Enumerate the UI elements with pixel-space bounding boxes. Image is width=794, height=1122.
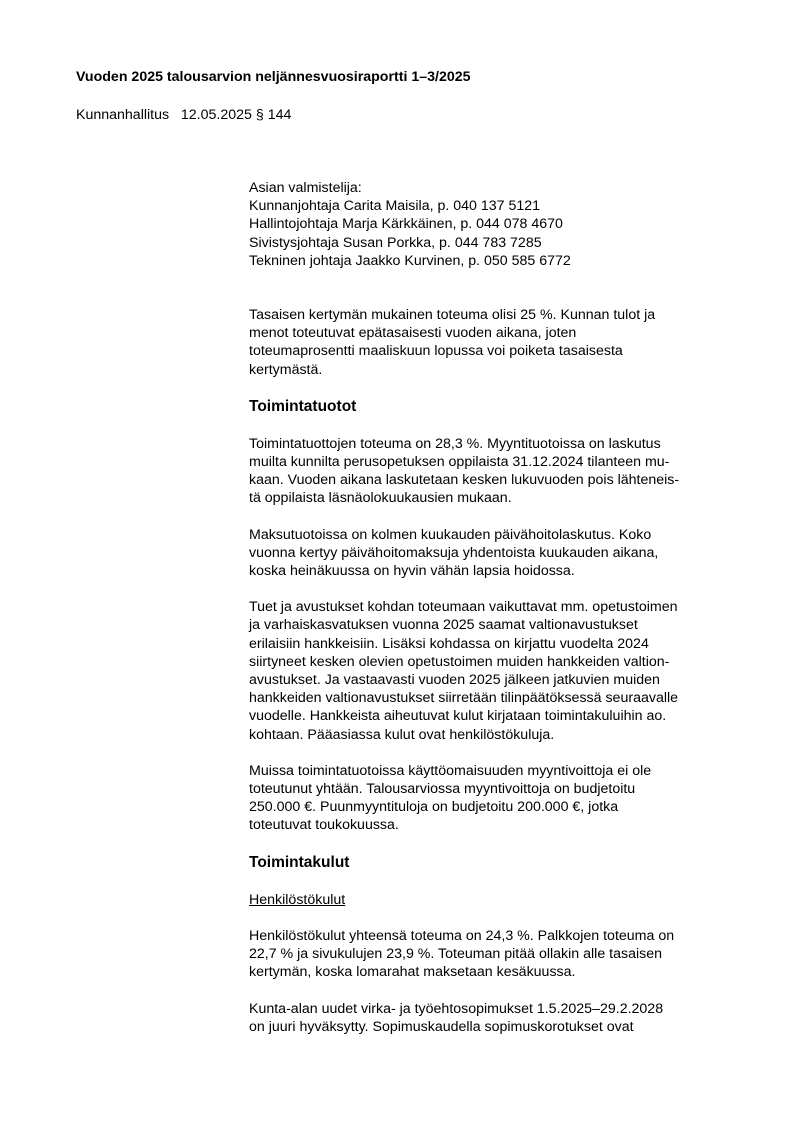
meeting-body: Kunnanhallitus: [76, 107, 170, 123]
preparers-label: Asian valmistelija:: [249, 180, 362, 196]
preparer-line: Tekninen johtaja Jaakko Kurvinen, p. 050 585 6772: [249, 252, 571, 269]
meeting-section: § 144: [255, 107, 292, 123]
paragraph-toimintatuotot-1: [249, 435, 739, 508]
text-line: Muissa toimintatuotoissa käyttöomaisuuden myyntivoittoja ei ole: [249, 762, 652, 779]
intro-paragraph: [249, 306, 739, 379]
section-heading-toimintatuotot: Toimintatuotot: [249, 397, 357, 415]
text-line: avustukset. Ja vastaavasti vuoden 2025 jälkeen jatkuvien muiden: [249, 672, 660, 689]
text-line: vuodelle. Hankkeista aiheutuvat kulut kirjataan toimintakuluihin ao.: [249, 708, 667, 725]
text-line: muilta kunnilta perusopetuksen oppilaista 31.12.2024 tilanteen mu-: [249, 454, 670, 471]
text-line: Henkilöstökulut yhteensä toteuma on 24,3 %. Palkkojen toteuma on: [249, 927, 675, 944]
text-line: kohtaan. Pääasiassa kulut ovat henkilöstökuluja.: [249, 726, 555, 743]
text-line: kaan. Vuoden aikana laskutetaan kesken lukuvuoden pois lähteneis-: [249, 472, 680, 489]
text-line: toteutunut yhtään. Talousarviossa myyntivoittoja on budjetoitu: [249, 781, 636, 798]
text-line: on juuri hyväksytty. Sopimuskaudella sopimuskorotukset ovat: [249, 1018, 634, 1035]
text-line: Maksutuotoissa on kolmen kuukauden päivähoitolaskutus. Koko: [249, 526, 652, 543]
text-line: 22,7 % ja sivukulujen 23,9 %. Toteuman pitää ollakin alle tasaisen: [249, 946, 663, 963]
document-body: [249, 179, 739, 1036]
text-line: ja varhaiskasvatuksen vuonna 2025 saamat valtionavustukset: [249, 617, 638, 634]
text-line: kertymän, koska lomarahat maksetaan kesäkuussa.: [249, 964, 576, 981]
text-line: siirtyneet kesken olevien opetustoimen muiden hankkeiden valtion-: [249, 653, 670, 670]
text-line: Toimintatuottojen toteuma on 28,3 %. Myyntituotoissa on laskutus: [249, 435, 661, 452]
text-line: menot toteutuvat epätasaisesti vuoden aikana, joten: [249, 325, 577, 342]
meeting-date: 12.05.2025: [180, 107, 252, 123]
subheading-henkilostokulut: Henkilöstökulut: [249, 891, 346, 908]
paragraph-toimintatuotot-4: [249, 762, 739, 835]
text-line: tä oppilaista läsnäolokuukausien mukaan.: [249, 490, 512, 507]
meeting-reference: [76, 106, 291, 124]
preparer-line: Sivistysjohtaja Susan Porkka, p. 044 783 7285: [249, 234, 542, 251]
text-line: 250.000 €. Puunmyyntituloja on budjetoitu 200.000 €, jotka: [249, 799, 619, 816]
text-line: erilaisiin hankkeisiin. Lisäksi kohdassa on kirjattu vuodelta 2024: [249, 635, 649, 652]
text-line: Tuet ja avustukset kohdan toteumaan vaikuttavat mm. opetustoimen: [249, 599, 678, 616]
text-line: Tasaisen kertymän mukainen toteuma olisi 25 %. Kunnan tulot ja: [249, 307, 656, 324]
preparer-line: Kunnanjohtaja Carita Maisila, p. 040 137 5121: [249, 198, 541, 215]
paragraph-toimintatuotot-2: [249, 526, 739, 581]
preparers-block: [249, 179, 739, 270]
paragraph-toimintatuotot-3: [249, 598, 739, 744]
text-line: kertymästä.: [249, 361, 323, 378]
text-line: toteumaprosentti maaliskuun lopussa voi poiketa tasaisesta: [249, 343, 623, 360]
text-line: koska heinäkuussa on hyvin vähän lapsia hoidossa.: [249, 563, 575, 580]
paragraph-toimintakulut-2: [249, 1000, 739, 1036]
text-line: Kunta-alan uudet virka- ja työehtosopimukset 1.5.2025–29.2.2028: [249, 1000, 664, 1017]
page-title: Vuoden 2025 talousarvion neljännesvuosiraportti 1–3/2025: [76, 69, 471, 85]
section-heading-toimintakulut: Toimintakulut: [249, 853, 350, 871]
paragraph-toimintakulut-1: [249, 927, 739, 982]
preparer-line: Hallintojohtaja Marja Kärkkäinen, p. 044 078 4670: [249, 216, 563, 233]
text-line: toteutuvat toukokuussa.: [249, 817, 399, 834]
text-line: vuonna kertyy päivähoitomaksuja yhdentoista kuukauden aikana,: [249, 544, 659, 561]
text-line: hankkeiden valtionavustukset siirretään tilinpäätöksessä seuraavalle: [249, 690, 679, 707]
